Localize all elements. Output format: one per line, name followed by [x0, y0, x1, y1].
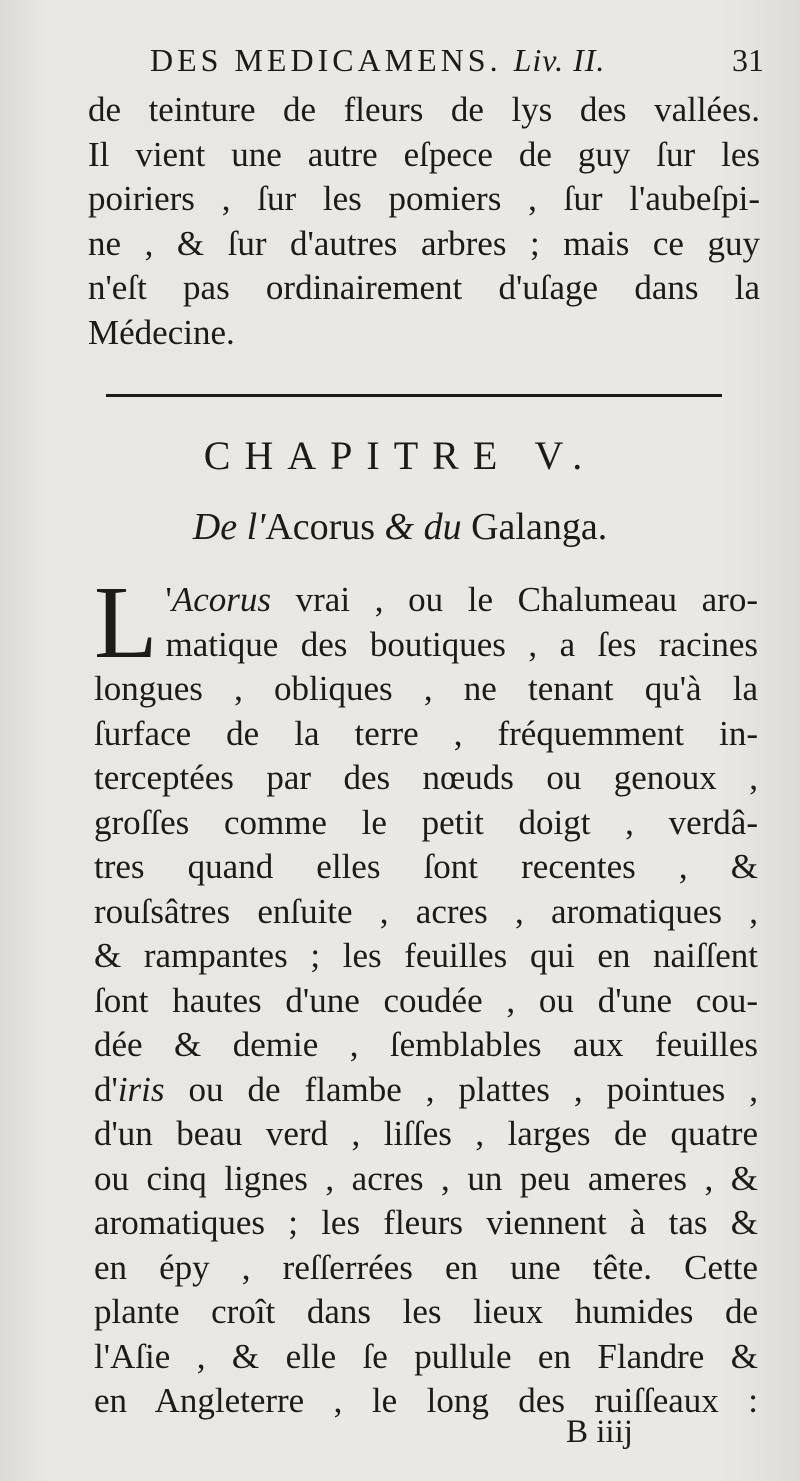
running-header: [150, 42, 764, 79]
text-line: aromatiques ; les fleurs viennent à tas &: [94, 1203, 758, 1242]
text-line: d'un beau verd , liſſes , larges de quatre: [94, 1114, 758, 1153]
subtitle-de: De l': [192, 506, 266, 548]
book-number: Liv. II.: [513, 42, 606, 78]
text-line: rouſsâtres enſuite , acres , aromatiques ,: [94, 891, 758, 931]
section-rule: [106, 394, 722, 397]
text-line: & rampantes ; les feuilles qui en naiſſent: [94, 936, 758, 975]
text-line: [94, 578, 758, 623]
signature-mark: B iiij: [566, 1414, 633, 1450]
text-line: l'Aſie , & elle ſe pullule en Flandre &: [94, 1336, 758, 1376]
chapter-subtitle: [0, 505, 800, 549]
chapter-body: [94, 565, 758, 1424]
text-line: poiriers , ſur les pomiers , ſur l'aubeſpi-: [88, 179, 760, 218]
text-line: ne , & ſur d'autres arbres ; mais ce guy: [88, 223, 760, 263]
text-line: ſurface de la terre , fréquemment in-: [94, 713, 758, 753]
text-line: plante croît dans les lieux humides de: [94, 1292, 758, 1331]
apostrophe: ': [165, 580, 172, 619]
chapter-heading: CHAPITRE V.: [203, 433, 597, 478]
line-rest: ou de flambe , plattes , pointues ,: [164, 1069, 758, 1109]
text-line: groſſes comme le petit doigt , verdâ-: [94, 802, 758, 842]
text-line: [94, 1068, 758, 1113]
text-line: tres quand elles ſont recentes , &: [94, 847, 758, 886]
text-line: en Angleterre , le long des ruiſſeaux :: [94, 1381, 758, 1420]
text-line: matique des boutiques , a ſes racines: [165, 624, 758, 664]
iris-prefix: d': [94, 1069, 118, 1109]
text-line: dée & demie , ſemblables aux feuilles: [94, 1025, 758, 1064]
subtitle-acorus: Acorus: [265, 506, 385, 548]
text-line: Il vient une autre eſpece de guy ſur les: [88, 134, 760, 174]
subtitle-galanga: Galanga.: [461, 506, 608, 548]
running-title-group: [150, 42, 605, 79]
text-line: terceptées par des nœuds ou genoux ,: [94, 758, 758, 797]
page-number: 31: [732, 42, 764, 78]
text-line: Médecine.: [88, 312, 235, 352]
text-line: longues , obliques , ne tenant qu'à la: [94, 669, 758, 708]
term-iris: iris: [117, 1069, 165, 1109]
text-line: n'eſt pas ordinairement d'uſage dans la: [88, 268, 760, 307]
text-line: en épy , reſſerrées en une tête. Cette: [94, 1247, 758, 1287]
text-line: ſont hautes d'une coudée , ou d'une cou-: [94, 980, 758, 1020]
text-line: ou cinq lignes , acres , un peu ameres , &: [94, 1158, 758, 1198]
line-rest: vrai , ou le Chalumeau aro-: [271, 580, 758, 619]
running-title: DES MEDICAMENS.: [150, 42, 502, 78]
subtitle-amp: & du: [384, 506, 462, 548]
term-acorus: Acorus: [171, 580, 271, 619]
drop-cap: L: [94, 565, 158, 680]
text-line: de teinture de fleurs de lys des vallées.: [88, 90, 760, 129]
continued-paragraph: [88, 88, 760, 355]
